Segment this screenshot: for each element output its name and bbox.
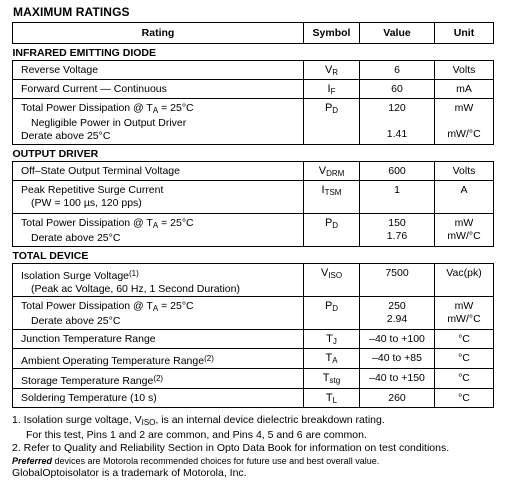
table-row bbox=[13, 181, 494, 214]
rating-cell: Off–State Output Terminal Voltage bbox=[13, 162, 304, 181]
unit-cell: mW mW/°C bbox=[435, 297, 494, 330]
table-row bbox=[13, 99, 494, 145]
symbol-cell: $I_F$ bbox=[304, 80, 360, 99]
section-title: OUTPUT DRIVER bbox=[13, 145, 494, 162]
value-cell: 600 bbox=[360, 162, 435, 181]
value-cell: 1 bbox=[360, 181, 435, 214]
symbol-cell: $T_L$ bbox=[304, 389, 360, 408]
rating-cell: Total Power Dissipation @ $T_A = 25^\circ C$ Derate above 25°C bbox=[13, 214, 304, 247]
symbol-cell: $I_{TSM}$ bbox=[304, 181, 360, 214]
symbol-cell: $T_A$ bbox=[304, 349, 360, 369]
value-cell: –40 to +85 bbox=[360, 349, 435, 369]
unit-cell: A bbox=[435, 181, 494, 214]
table-row bbox=[13, 349, 494, 369]
unit-cell: mW mW/°C bbox=[435, 214, 494, 247]
preferred-note: Preferred devices are Motorola recommended choices for future use and best overall value. bbox=[12, 456, 380, 466]
rating-cell: Soldering Temperature (10 s) bbox=[13, 389, 304, 408]
section-title: INFRARED EMITTING DIODE bbox=[13, 44, 494, 61]
table-row bbox=[13, 369, 494, 389]
rating-cell: Ambient Operating Temperature Range$^{(2)}$ bbox=[13, 349, 304, 369]
value-cell: 150 1.76 bbox=[360, 214, 435, 247]
rating-cell: Total Power Dissipation @ $T_A = 25^\circ C$ Derate above 25°C bbox=[13, 297, 304, 330]
value-cell: 250 2.94 bbox=[360, 297, 435, 330]
page-title: MAXIMUM RATINGS bbox=[13, 5, 130, 19]
table-row bbox=[13, 162, 494, 181]
symbol-cell: $T_{stg}$ bbox=[304, 369, 360, 389]
table-row bbox=[13, 264, 494, 297]
unit-cell: °C bbox=[435, 349, 494, 369]
table-row bbox=[13, 297, 494, 330]
table-row bbox=[13, 330, 494, 349]
table-header-row bbox=[13, 23, 494, 44]
value-cell: 260 bbox=[360, 389, 435, 408]
value-cell: –40 to +100 bbox=[360, 330, 435, 349]
symbol-cell: $P_D$ bbox=[304, 297, 360, 330]
unit-cell: Volts bbox=[435, 61, 494, 80]
footnote-1: 1. Isolation surge voltage, $V_{ISO}$, is an internal device dielectric breakdown rating. bbox=[12, 414, 385, 427]
symbol-cell: $P_D$ bbox=[304, 99, 360, 145]
section-total-device bbox=[13, 247, 494, 264]
footnote-2: 2. Refer to Quality and Reliability Section in Opto Data Book for information on test conditions. bbox=[12, 442, 450, 454]
symbol-cell: $P_D$ bbox=[304, 214, 360, 247]
unit-cell: Volts bbox=[435, 162, 494, 181]
unit-cell: °C bbox=[435, 330, 494, 349]
symbol-cell: $V_R$ bbox=[304, 61, 360, 80]
symbol-cell: $V_{DRM}$ bbox=[304, 162, 360, 181]
table-row bbox=[13, 61, 494, 80]
value-cell: 6 bbox=[360, 61, 435, 80]
symbol-cell: $T_J$ bbox=[304, 330, 360, 349]
table-row bbox=[13, 80, 494, 99]
footnotes bbox=[12, 414, 507, 480]
rating-cell: Isolation Surge Voltage$^{(1)}$ (Peak ac Voltage, 60 Hz, 1 Second Duration) bbox=[13, 264, 304, 297]
value-cell: 120 1.41 bbox=[360, 99, 435, 145]
col-header-value: Value bbox=[360, 23, 435, 44]
table-row bbox=[13, 214, 494, 247]
section-infrared bbox=[13, 44, 494, 61]
section-title: TOTAL DEVICE bbox=[13, 247, 494, 264]
unit-cell: Vac(pk) bbox=[435, 264, 494, 297]
rating-cell: Total Power Dissipation @ $T_A = 25^\circ C$ Negligible Power in Output Driver Derate above 25°C bbox=[13, 99, 304, 145]
footnote-1-continued: For this test, Pins 1 and 2 are common, and Pins 4, 5 and 6 are common. bbox=[26, 429, 367, 441]
unit-cell: °C bbox=[435, 369, 494, 389]
col-header-unit: Unit bbox=[435, 23, 494, 44]
col-header-symbol: Symbol bbox=[304, 23, 360, 44]
unit-cell: mA bbox=[435, 80, 494, 99]
col-header-rating: Rating bbox=[13, 23, 304, 44]
rating-cell: Peak Repetitive Surge Current (PW = 100 µs, 120 pps) bbox=[13, 181, 304, 214]
rating-cell: Storage Temperature Range$^{(2)}$ bbox=[13, 369, 304, 389]
rating-cell: Reverse Voltage bbox=[13, 61, 304, 80]
section-output-driver bbox=[13, 145, 494, 162]
unit-cell: mW mW/°C bbox=[435, 99, 494, 145]
symbol-cell: $V_{ISO}$ bbox=[304, 264, 360, 297]
value-cell: 7500 bbox=[360, 264, 435, 297]
value-cell: –40 to +150 bbox=[360, 369, 435, 389]
rating-cell: Junction Temperature Range bbox=[13, 330, 304, 349]
ratings-table bbox=[12, 22, 494, 408]
unit-cell: °C bbox=[435, 389, 494, 408]
rating-cell: Forward Current — Continuous bbox=[13, 80, 304, 99]
value-cell: 60 bbox=[360, 80, 435, 99]
table-row bbox=[13, 389, 494, 408]
trademark-note: GlobalOptoisolator is a trademark of Motorola, Inc. bbox=[12, 467, 247, 479]
